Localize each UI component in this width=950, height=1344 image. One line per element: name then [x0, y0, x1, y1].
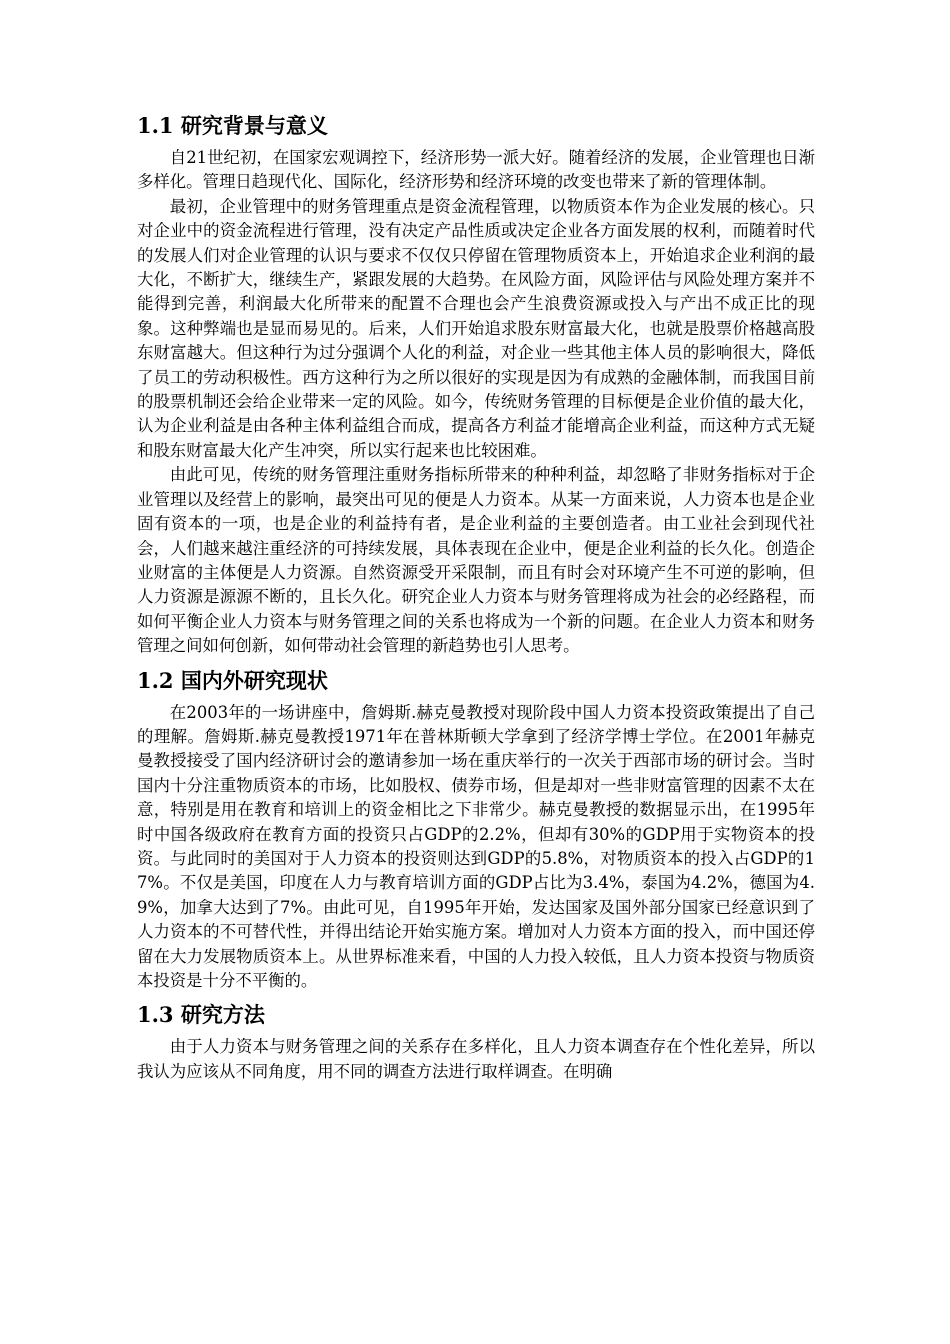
section-heading: 1.3 研究方法 [137, 1002, 265, 1028]
paragraph: 最初，企业管理中的财务管理重点是资金流程管理，以物质资本作为企业发展的核心。只对企业中的资金流程进行管理，没有决定产品性质或决定企业各方面发展的权利，而随着时代的发展人们对企业管理的认识与要求不仅仅只停留在管理物质资本上，开始追求企业利润的最大化，不断扩大，继续生产，紧跟发展的大趋势。在风险方面，风险评估与风险处理方案并不能得到完善，利润最大化所带来的配置不合理也会产生浪费资源或投入与产出不成正比的现象。这种弊端也是显而易见的。后来，人们开始追求股东财富最大化，也就是股票价格越高股东财富越大。但这种行为过分强调个人化的利益，对企业一些其他主体人员的影响很大，降低了员工的劳动积极性。西方这种行为之所以很好的实现是因为有成熟的金融体制，而我国目前的股票机制还会给企业带来一定的风险。如今，传统财务管理的目标便是企业价值的最大化，认为企业利益是由各种主体利益组合而成，提高各方利益才能增高企业利益，而这种方式无疑和股东财富最大化产生冲突，所以实行起来也比较困难。 [137, 196, 815, 460]
paragraph: 自21世纪初，在国家宏观调控下，经济形势一派大好。随着经济的发展，企业管理也日渐多样化。管理日趋现代化、国际化，经济形势和经济环境的改变也带来了新的管理体制。 [137, 148, 815, 192]
paragraph: 在2003年的一场讲座中，詹姆斯.赫克曼教授对现阶段中国人力资本投资政策提出了自己的理解。詹姆斯.赫克曼教授1971年在普林斯顿大学拿到了经济学博士学位。在2001年赫克曼教授接受了国内经济研讨会的邀请参加一场在重庆举行的一次关于西部市场的研讨会。当时国内十分注重物质资本的市场，比如股权、债券市场，但是却对一些非财富管理的因素不太在意，特别是用在教育和培训上的资金相比之下非常少。赫克曼教授的数据显示出，在1995年时中国各级政府在教育方面的投资只占GDP的2.2%，但却有30%的GDP用于实物资本的投资。与此同时的美国对于人力资本的投资则达到GDP的5.8%，对物质资本的投入占GDP的17%。不仅是美国，印度在人力与教育培训方面的GDP占比为3.4%，泰国为4.2%，德国为4.9%，加拿大达到了7%。由此可见，自1995年开始，发达国家及国外部分国家已经意识到了人力资本的不可替代性，并得出结论开始实施方案。增加对人力资本方面的投入，而中国还停留在大力发展物质资本上。从世界标准来看，中国的人力投入较低，且人力资本投资与物质资本投资是十分不平衡的。 [137, 702, 815, 990]
paragraph: 由此可见，传统的财务管理注重财务指标所带来的种种利益，却忽略了非财务指标对于企业管理以及经营上的影响，最突出可见的便是人力资本。从某一方面来说，人力资本也是企业固有资本的一项，也是企业的利益持有者，是企业利益的主要创造者。由工业社会到现代社会，人们越来越注重经济的可持续发展，具体表现在企业中，便是企业利益的长久化。创造企业财富的主体便是人力资源。自然资源受开采限制，而且有时会对环境产生不可逆的影响，但人力资源是源源不断的，且长久化。研究企业人力资本与财务管理将成为社会的必经路程，而如何平衡企业人力资本与财务管理之间的关系也将成为一个新的问题。在企业人力资本和财务管理之间如何创新，如何带动社会管理的新趋势也引人思考。 [137, 465, 815, 656]
section-heading: 1.2 国内外研究现状 [137, 667, 328, 693]
section-methods [137, 999, 815, 1084]
section-heading: 1.1 研究背景与意义 [137, 113, 328, 138]
section-background [137, 110, 815, 659]
paragraph: 由于人力资本与财务管理之间的关系存在多样化，且人力资本调查存在个性化差异，所以我认为应该从不同角度，用不同的调查方法进行取样调查。在明确 [137, 1037, 815, 1081]
section-literature-review [137, 665, 815, 994]
document-page [137, 110, 815, 1090]
